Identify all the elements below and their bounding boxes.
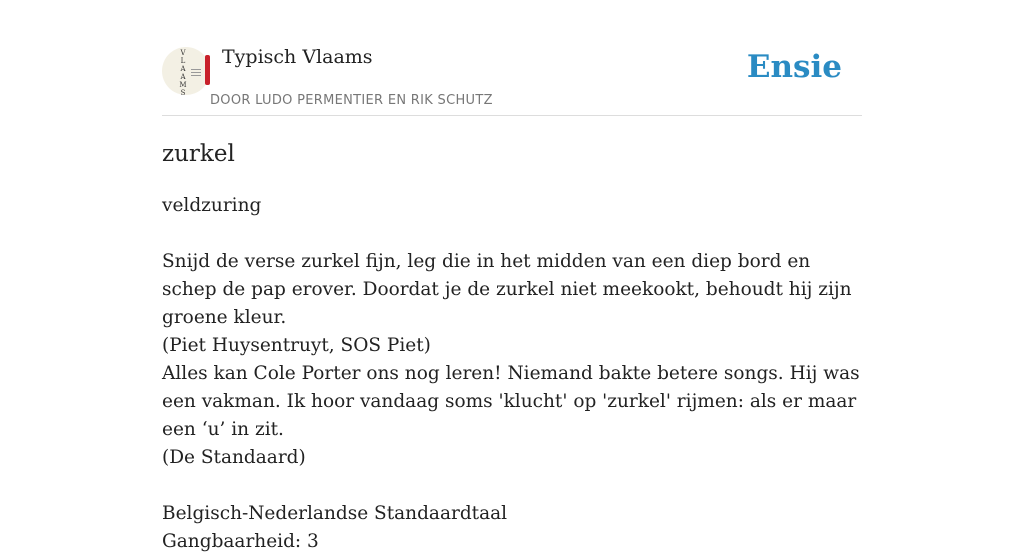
logo-red-bar xyxy=(205,55,210,85)
entry-term: zurkel xyxy=(162,141,235,167)
logo-lines xyxy=(191,69,201,79)
entry-body xyxy=(162,192,862,556)
example-text: Alles kan Cole Porter ons nog leren! Niemand bakte betere songs. Hij was een vakman. Ik hoor vandaag soms 'klucht' op 'zurkel' rijmen: als er maar een ‘u’ in zit. xyxy=(162,363,860,440)
example-text: Snijd de verse zurkel fijn, leg die in het midden van een diep bord en schep de pap erover. Doordat je de zurkel niet meekookt, behoudt hij zijn groene kleur. xyxy=(162,251,852,328)
logo-lettering: V L A A M S xyxy=(179,49,187,97)
entry-language-label: Belgisch-Nederlandse Standaardtaal xyxy=(162,503,508,524)
dictionary-logo[interactable] xyxy=(162,47,210,95)
entry-content xyxy=(162,138,862,556)
ensie-logo-link[interactable]: Ensie xyxy=(746,49,842,85)
entry-usage-label: Gangbaarheid: 3 xyxy=(162,531,319,552)
entry-definition: veldzuring xyxy=(162,195,262,216)
dictionary-header xyxy=(162,44,862,116)
dictionary-title-link[interactable]: Typisch Vlaams xyxy=(222,46,373,68)
example-source: (De Standaard) xyxy=(162,447,306,468)
example-source: (Piet Huysentruyt, SOS Piet) xyxy=(162,335,431,356)
dictionary-authors: DOOR LUDO PERMENTIER EN RIK SCHUTZ xyxy=(210,93,493,108)
